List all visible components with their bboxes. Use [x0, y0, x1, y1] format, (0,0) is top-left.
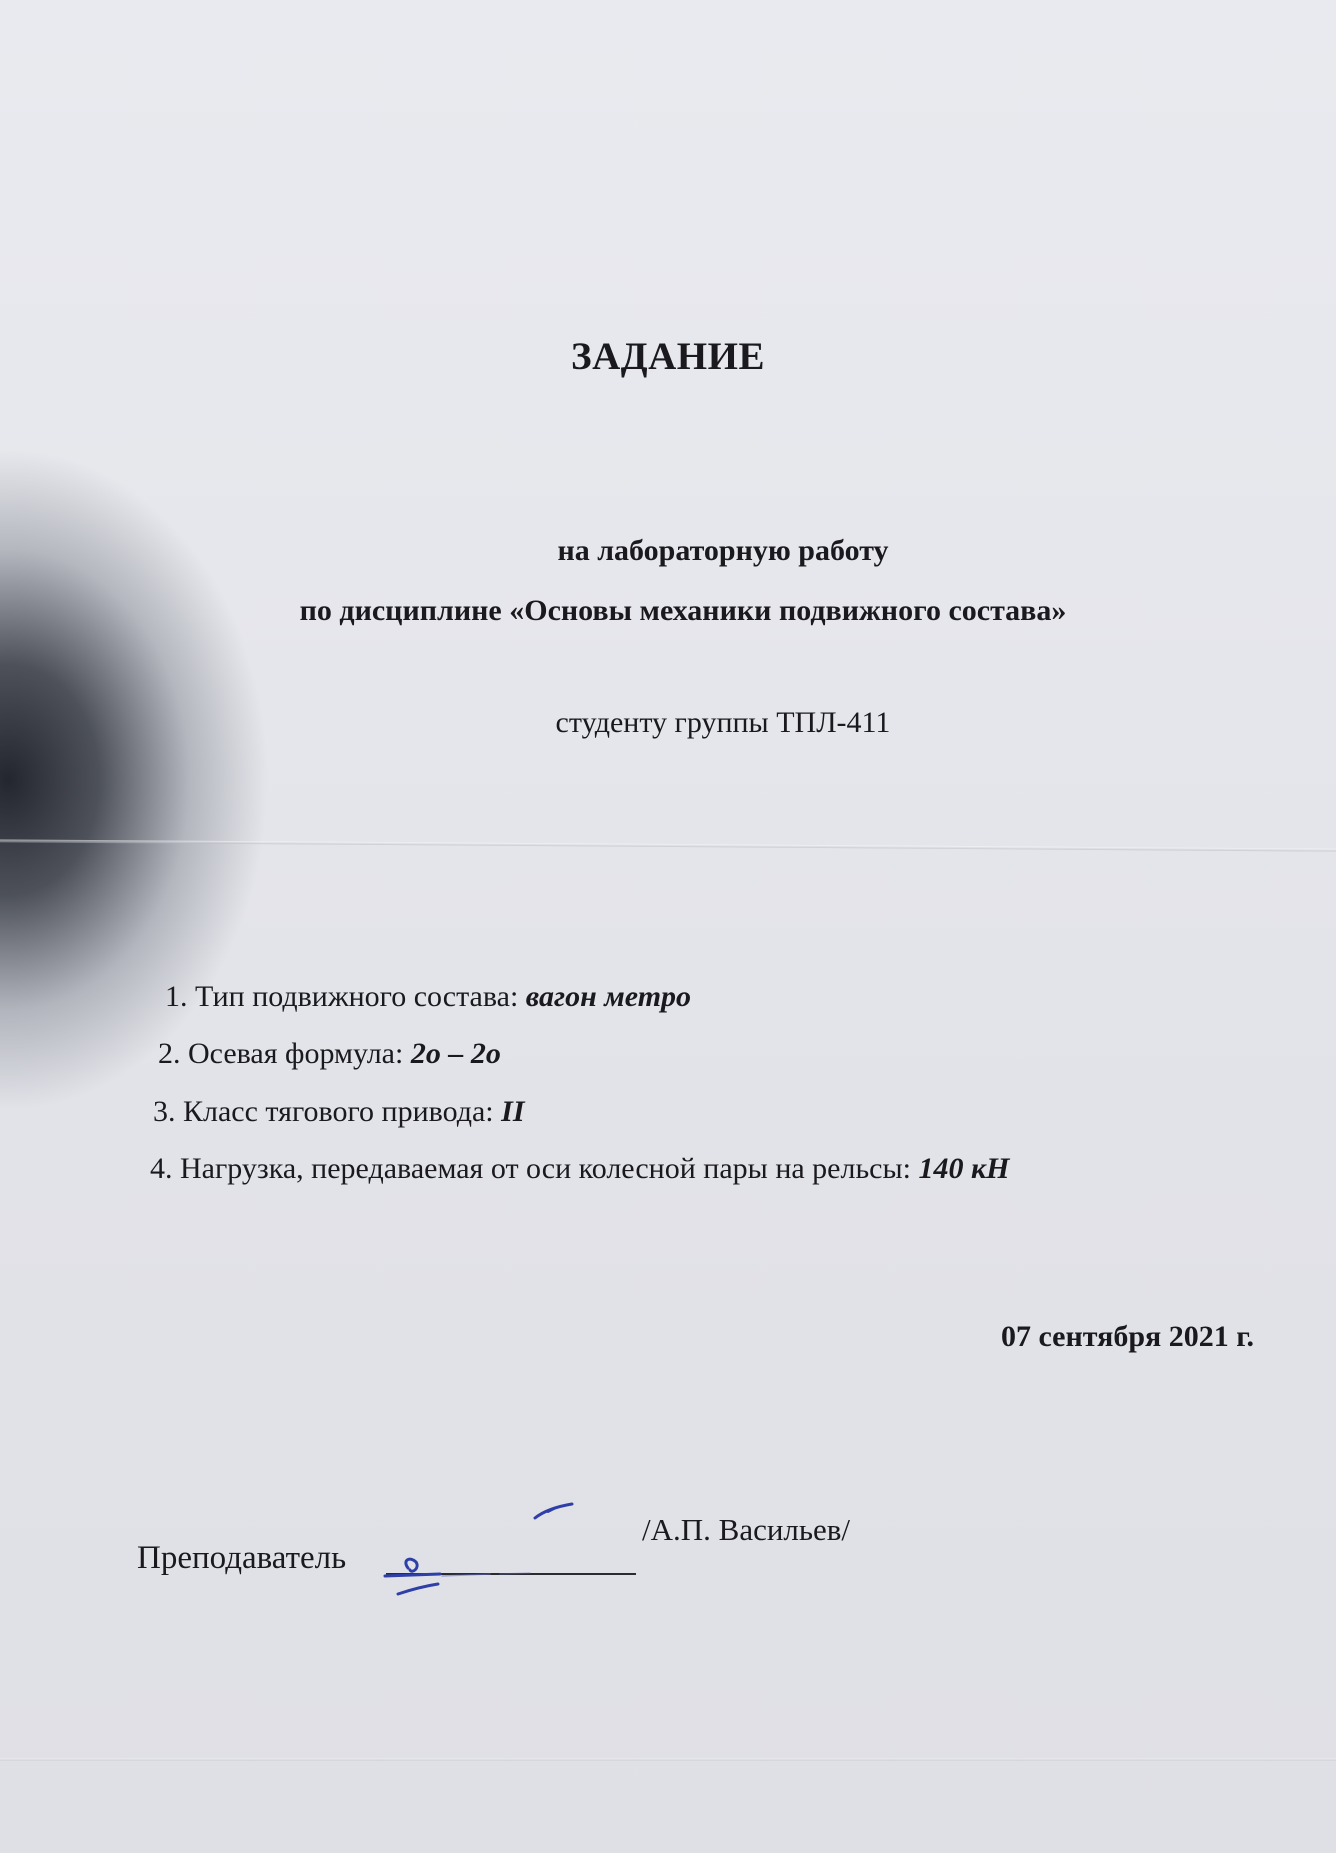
document-date: 07 сентября 2021 г. [1000, 1320, 1254, 1353]
task-item-label: 4. Нагрузка, передаваемая от оси колесной пары на рельсы: [150, 1152, 919, 1185]
task-item-value: 2о – 2о [410, 1037, 501, 1070]
task-item [158, 1037, 501, 1071]
task-item-value: вагон метро [525, 980, 692, 1013]
teacher-label: Преподаватель [137, 1540, 347, 1576]
subtitle-lab-work: на лабораторную работу [557, 534, 889, 567]
task-item-label: 1. Тип подвижного состава: [165, 980, 526, 1013]
teacher-name: /А.П. Васильев/ [642, 1512, 851, 1547]
task-item-label: 3. Класс тягового привода: [153, 1095, 502, 1128]
student-group-line: студенту группы ТПЛ-411 [555, 706, 891, 739]
task-item-value: 140 кН [918, 1152, 1010, 1185]
task-item [153, 1095, 525, 1129]
task-item-label: 2. Осевая формула: [158, 1037, 411, 1070]
task-item [165, 980, 691, 1014]
subtitle-discipline: по дисциплине «Основы механики подвижного состава» [299, 594, 1067, 627]
task-item-value: II [501, 1095, 525, 1128]
task-item [150, 1152, 1010, 1186]
handwritten-signature [380, 1490, 600, 1600]
document-title: ЗАДАНИЕ [571, 335, 765, 378]
paper-fold-crease-lower [0, 1758, 1336, 1761]
paper-fold-crease [0, 839, 1336, 851]
